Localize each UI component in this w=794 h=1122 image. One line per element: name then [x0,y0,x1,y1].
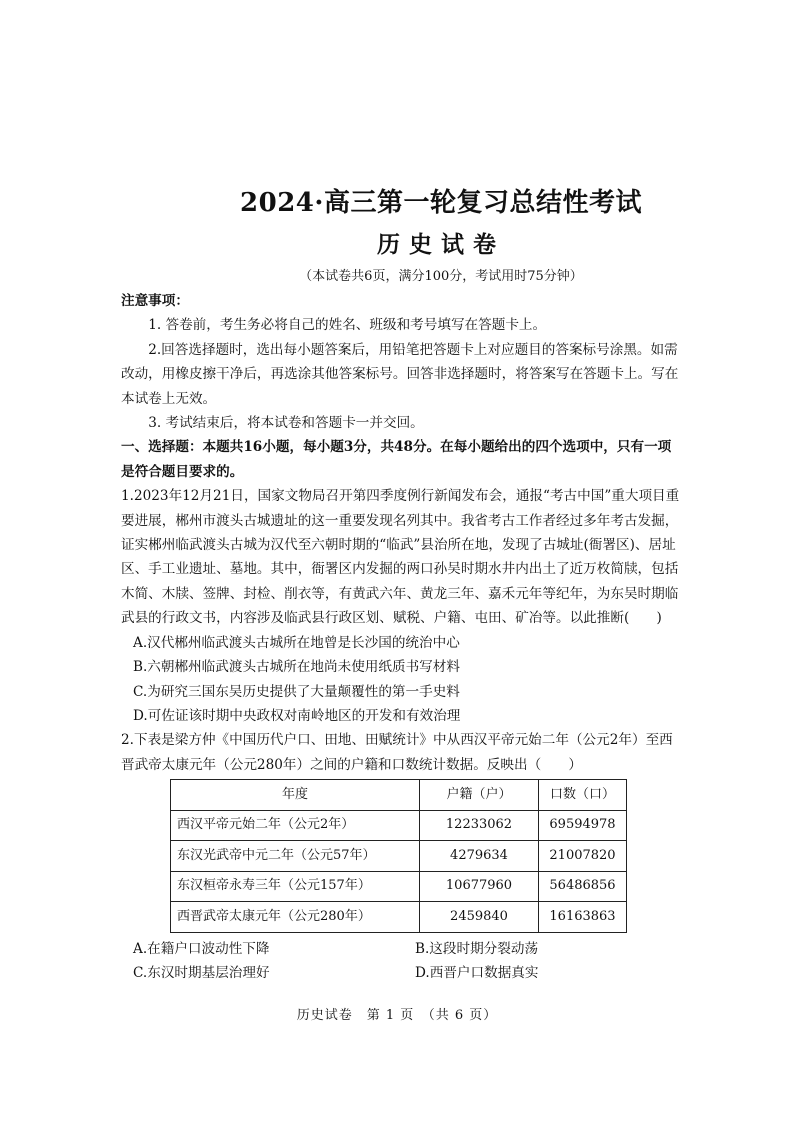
table-header-cell: 口数（口） [539,780,627,811]
question-1-stem: 1.2023年12月21日，国家文物局召开第四季度例行新闻发布会，通报“考古中国”重大项目重要进展，郴州市渡头古城遗址的这一重要发现名列其中。我省考古工作者经过多年考古发掘，证实郴州临武渡头古城为汉代至六朝时期的“临武”县治所在地，发现了古城址(衙署区)、居址区、手工业遗址、墓地。其中，衙署区内发掘的两口孙吴时期水井内出土了近万枚简牍，包括木简、木牍、签牌、封检、削衣等，有黄武六年、黄龙三年、嘉禾元年等纪年，为东吴时期临武县的行政文书，内容涉及临武县行政区划、赋税、户籍、屯田、矿冶等。以此推断( ) [121,488,680,627]
table-cell: 东汉桓帝永寿三年（公元157年） [171,871,420,902]
question-1-option-b: B.六朝郴州临武渡头古城所在地尚未使用纸质书写材料 [133,659,460,676]
question-2-option-c: C.东汉时期基层治理好 [133,965,270,982]
question-2-options-row [121,937,681,961]
question-1-option-a: A.汉代郴州临武渡头古城所在地曾是长沙国的统治中心 [133,634,460,651]
notice-item: 1. 答卷前，考生务必将自己的姓名、班级和考号填写在答题卡上。 [148,317,547,334]
exam-title: 2024·高三第一轮复习总结性考试 [240,188,642,218]
question-1-option-c: C.为研究三国东吴历史提供了大量颠覆性的第一手史料 [133,683,460,700]
table-cell: 4279634 [420,841,539,872]
exam-body [121,289,681,985]
table-cell: 东汉光武帝中元二年（公元57年） [171,841,420,872]
table-cell: 16163863 [539,902,627,933]
table-row [171,810,627,841]
notice-item: 3. 考试结束后，将本试卷和答题卡一并交回。 [148,415,424,432]
table-cell: 69594978 [539,810,627,841]
table-cell: 56486856 [539,871,627,902]
question-1-option-d: D.可佐证该时期中央政权对南岭地区的开发和有效治理 [133,707,461,724]
exam-subject: 历史试卷 [377,231,505,258]
exam-info: （本试卷共6页，满分100分，考试用时75分钟） [299,269,583,284]
page-footer: 历史试卷 第 1 页 （共 6 页） [296,1008,498,1023]
question-2-option-b: B.这段时期分裂动荡 [415,940,539,957]
table-header-row [171,780,627,811]
table-cell: 西汉平帝元始二年（公元2年） [171,810,420,841]
notice-item: 2.回答选择题时，选出每小题答案后，用铅笔把答题卡上对应题目的答案标号涂黑。如需改动，用橡皮擦干净后，再选涂其他答案标号。回答非选择题时，将答案写在答题卡上。写在本试卷上无效。 [121,341,679,407]
table-row [171,841,627,872]
table-row [171,871,627,902]
table-cell: 西晋武帝太康元年（公元280年） [171,902,420,933]
table-cell: 10677960 [420,871,539,902]
table-header-cell: 户籍（户） [420,780,539,811]
table-cell: 12233062 [420,810,539,841]
question-2-option-d: D.西晋户口数据真实 [415,965,539,982]
question-2-options-row [121,961,681,985]
table-header-cell: 年度 [171,780,420,811]
section-heading: 一、选择题：本题共16小题，每小题3分，共48分。在每小题给出的四个选项中，只有一项是符合题目要求的。 [121,439,672,480]
question-2-option-a: A.在籍户口波动性下降 [133,940,270,957]
notice-heading: 注意事项： [121,293,189,309]
table-cell: 21007820 [539,841,627,872]
population-table [170,779,627,933]
table-cell: 2459840 [420,902,539,933]
question-2-stem: 2.下表是梁方仲《中国历代户口、田地、田赋统计》中从西汉平帝元始二年（公元2年）至西晋武帝太康元年（公元280年）之间的户籍和口数统计数据。反映出（ ） [121,732,673,773]
table-row [171,902,627,933]
